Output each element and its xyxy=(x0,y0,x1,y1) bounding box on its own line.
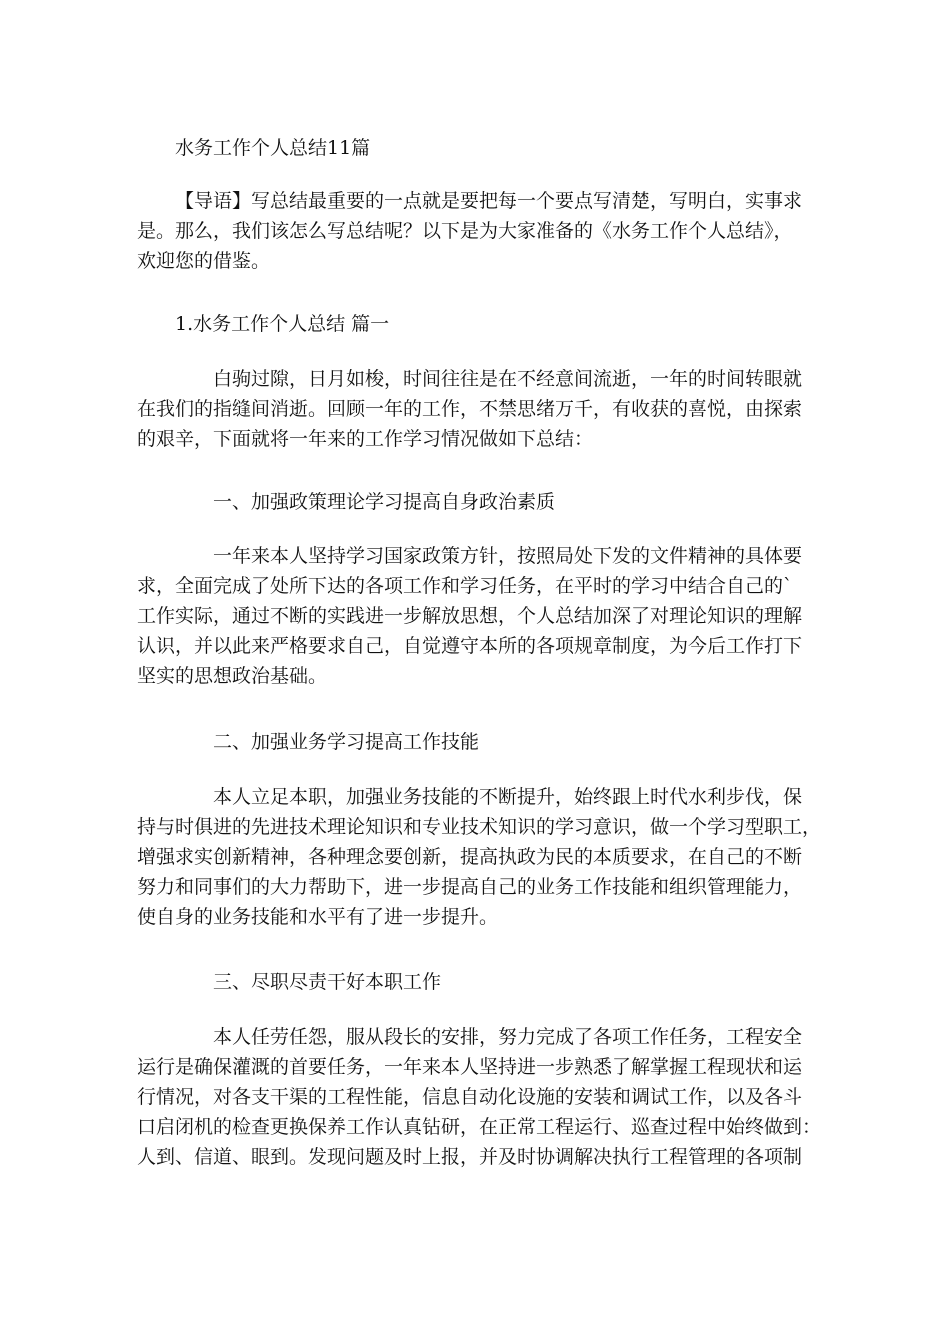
intro-line: 欢迎您的借鉴。 xyxy=(137,250,271,272)
paragraph-line: 的艰辛，下面就将一年来的工作学习情况做如下总结： xyxy=(137,428,594,450)
intro-paragraph xyxy=(137,186,813,276)
paragraph-line: 增强求实创新精神，各种理念要创新，提高执政为民的本质要求，在自己的不断 xyxy=(137,846,803,868)
body-paragraph-4 xyxy=(137,1022,822,1172)
paragraph-line: 本人任劳任怨，服从段长的安排，努力完成了各项工作任务，工程安全 xyxy=(213,1026,803,1048)
paragraph-line: 努力和同事们的大力帮助下，进一步提高自己的业务工作技能和组织管理能力， xyxy=(137,876,803,898)
paragraph-line: 在我们的指缝间消逝。回顾一年的工作，不禁思绪万千，有收获的喜悦，由探索 xyxy=(137,398,803,420)
body-paragraph-3 xyxy=(137,782,822,932)
paragraph-line: 白驹过隙，日月如梭，时间往往是在不经意间流逝，一年的时间转眼就 xyxy=(213,368,803,390)
intro-line: 是。那么，我们该怎么写总结呢？以下是为大家准备的《水务工作个人总结》， xyxy=(137,220,793,242)
paragraph-line: 一年来本人坚持学习国家政策方针，按照局处下发的文件精神的具体要 xyxy=(213,545,803,567)
paragraph-line: 运行是确保灌溉的首要任务，一年来本人坚持进一步熟悉了解掌握工程现状和运 xyxy=(137,1056,803,1078)
document-title: 水务工作个人总结11篇 xyxy=(175,137,371,159)
body-paragraph-1 xyxy=(137,364,813,454)
paragraph-line: 持与时俱进的先进技术理论知识和专业技术知识的学习意识，做一个学习型职工， xyxy=(137,816,822,838)
section-heading-1: 一、加强政策理论学习提高自身政治素质 xyxy=(213,491,556,513)
paragraph-line: 工作实际，通过不断的实践进一步解放思想，个人总结加深了对理论知识的理解 xyxy=(137,605,803,627)
section-heading-3: 三、尽职尽责干好本职工作 xyxy=(213,971,442,993)
paragraph-line: 口启闭机的检查更换保养工作认真钻研，在正常工程运行、巡查过程中始终做到： xyxy=(137,1116,822,1138)
paragraph-line: 人到、信道、眼到。发现问题及时上报，并及时协调解决执行工程管理的各项制 xyxy=(137,1146,803,1168)
paragraph-line: 坚实的思想政治基础。 xyxy=(137,665,328,687)
paragraph-line: 认识，并以此来严格要求自己，自觉遵守本所的各项规章制度，为今后工作打下 xyxy=(137,635,803,657)
section-title: 1.水务工作个人总结 篇一 xyxy=(175,313,390,335)
paragraph-line: 本人立足本职，加强业务技能的不断提升，始终跟上时代水利步伐，保 xyxy=(213,786,803,808)
body-paragraph-2 xyxy=(137,541,813,691)
paragraph-line: 行情况，对各支干渠的工程性能，信息自动化设施的安装和调试工作，以及各斗 xyxy=(137,1086,803,1108)
paragraph-line: 求，全面完成了处所下达的各项工作和学习任务，在平时的学习中结合自己的` xyxy=(137,575,793,597)
paragraph-line: 使自身的业务技能和水平有了进一步提升。 xyxy=(137,906,499,928)
section-heading-2: 二、加强业务学习提高工作技能 xyxy=(213,731,480,753)
intro-line: 【导语】写总结最重要的一点就是要把每一个要点写清楚，写明白，实事求 xyxy=(175,190,803,212)
